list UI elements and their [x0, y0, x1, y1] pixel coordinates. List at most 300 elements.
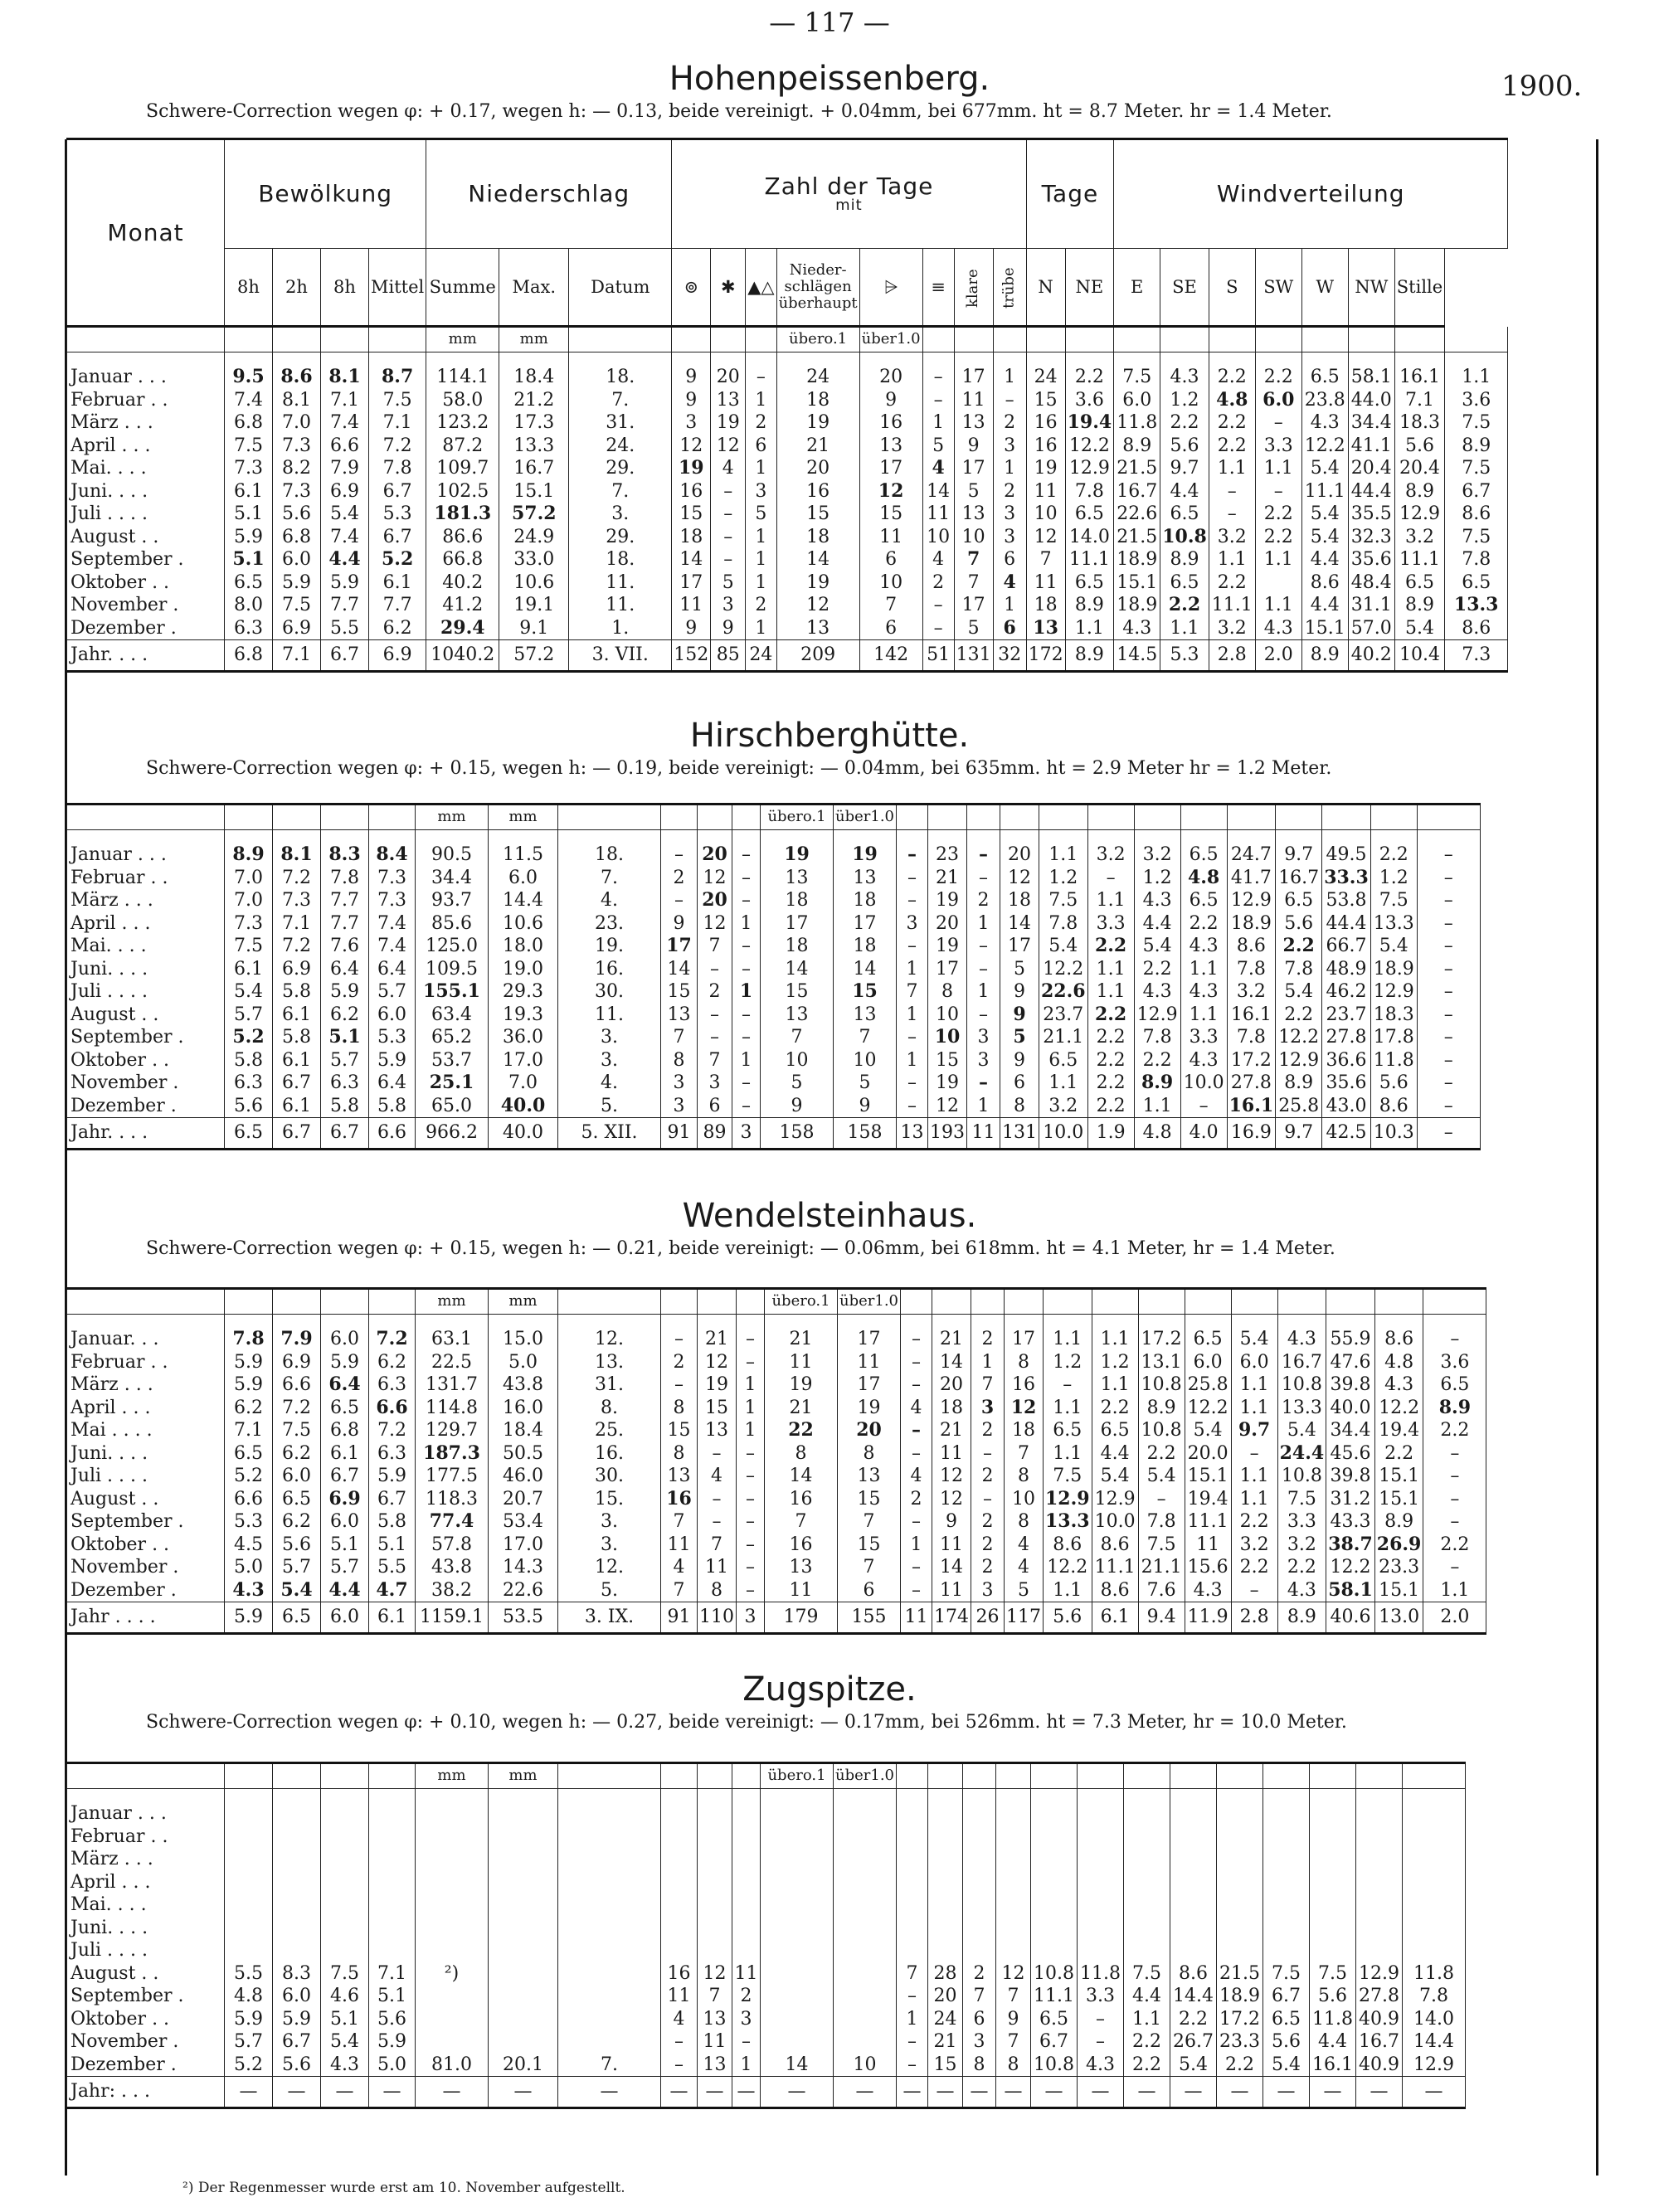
data-cell	[416, 1985, 489, 2008]
data-cell: 2	[967, 889, 1000, 912]
unit-cell	[932, 1289, 971, 1315]
data-cell: 1	[901, 1533, 932, 1556]
data-cell: 18.3	[1394, 411, 1444, 435]
data-cell: 5.1	[321, 1533, 369, 1556]
data-cell: –	[1255, 479, 1301, 503]
data-cell: 4.4	[321, 1578, 369, 1602]
month-label: September .	[67, 1026, 225, 1049]
data-cell: 1.1	[1231, 1373, 1277, 1397]
year-cell: 2.0	[1255, 639, 1301, 671]
data-cell: 20	[928, 1985, 963, 2008]
unit-cell	[369, 1763, 416, 1789]
data-cell: –	[737, 1556, 765, 1579]
data-cell: 8.9	[225, 829, 273, 866]
data-cell: 1	[737, 1419, 765, 1442]
data-cell: 3	[993, 503, 1026, 526]
data-cell	[1170, 1788, 1217, 1825]
data-cell: 7.8	[225, 1314, 273, 1350]
month-label: November .	[67, 1072, 225, 1095]
data-cell: 2.2	[1231, 1556, 1277, 1579]
year-cell: 152	[672, 639, 711, 671]
data-cell: 5.0	[225, 1556, 273, 1579]
data-cell: 12	[698, 1962, 732, 1985]
unit-cell	[67, 1289, 225, 1315]
table-row	[67, 980, 1481, 1004]
data-cell: 1.1	[1255, 457, 1301, 480]
data-cell: 6.0	[1231, 1350, 1277, 1373]
data-cell: 5.2	[225, 1026, 273, 1049]
year-label: Jahr: . . .	[67, 2076, 225, 2107]
data-cell: 13.3	[1370, 912, 1417, 935]
data-cell	[1356, 1788, 1403, 1825]
data-cell: 14	[765, 1465, 838, 1488]
data-cell: 4.3	[225, 1578, 273, 1602]
data-cell: 2	[971, 1419, 1005, 1442]
unit-cell	[1394, 327, 1444, 352]
data-cell: 5.8	[369, 1510, 416, 1534]
data-cell: 15.1	[1114, 571, 1160, 594]
unit-cell	[928, 1763, 963, 1789]
data-cell	[1124, 1939, 1170, 1962]
data-cell: 15.1	[1185, 1465, 1231, 1488]
data-cell: 6.6	[369, 1396, 416, 1419]
group-header-windverteilung: Windverteilung	[1114, 139, 1508, 249]
data-cell	[761, 1788, 834, 1825]
data-cell: 8.3	[273, 1962, 321, 1985]
data-cell: –	[698, 1441, 737, 1465]
unit-cell	[1160, 327, 1209, 352]
data-cell: 2.2	[1209, 434, 1255, 457]
data-cell: 2.2	[1087, 1003, 1134, 1026]
data-cell: 1.1	[1087, 957, 1134, 980]
year-cell: —	[1217, 2076, 1263, 2107]
data-cell: 29.	[569, 525, 672, 548]
month-label: Februar . .	[67, 1825, 225, 1848]
data-cell: –	[711, 548, 746, 571]
data-cell	[1263, 1848, 1310, 1871]
data-cell: 12	[698, 1350, 737, 1373]
unit-mm: mm	[426, 327, 499, 352]
data-cell: 19	[1026, 457, 1065, 480]
data-cell: 7.5	[1124, 1962, 1170, 1985]
data-cell: 1.1	[1231, 1465, 1277, 1488]
year-cell: 6.7	[321, 1117, 369, 1149]
data-cell	[1263, 1825, 1310, 1848]
data-cell: 3.2	[1277, 1533, 1326, 1556]
data-cell: 65.2	[416, 1026, 489, 1049]
data-cell: 10.6	[499, 571, 569, 594]
data-cell: 15.0	[489, 1314, 558, 1350]
unit-ueber-10: über1.0	[838, 1289, 901, 1315]
unit-cell	[1417, 805, 1480, 830]
unit-cell	[901, 1289, 932, 1315]
data-cell: 34.4	[416, 866, 489, 889]
month-label: Mai. . . .	[67, 935, 225, 958]
data-cell: 14	[776, 548, 859, 571]
unit-mm: mm	[416, 1289, 489, 1315]
data-cell: 8.9	[1276, 1072, 1322, 1095]
data-cell: 1.1	[1039, 829, 1088, 866]
data-cell: 7	[963, 1985, 996, 2008]
month-label: Dezember .	[67, 2053, 225, 2076]
data-cell: 3.2	[1134, 829, 1180, 866]
data-cell: 18	[761, 935, 834, 958]
data-cell: 5.	[558, 1578, 661, 1602]
data-cell	[1310, 1848, 1356, 1871]
data-cell: 6.7	[321, 1465, 369, 1488]
data-cell: 5.1	[321, 1026, 369, 1049]
unit-cell	[321, 1763, 369, 1789]
data-cell: 5.8	[273, 1026, 321, 1049]
table-row	[67, 1419, 1486, 1442]
month-label: Mai. . . .	[67, 1894, 225, 1917]
column-header-1: 8h	[225, 249, 273, 327]
mit-label: mit	[835, 197, 863, 215]
data-cell	[1170, 1916, 1217, 1939]
data-cell: 8.9	[1394, 594, 1444, 617]
data-cell: 12.9	[1370, 980, 1417, 1004]
data-cell: 10	[1026, 503, 1065, 526]
data-cell: 3.6	[1065, 388, 1114, 411]
data-cell: 3	[971, 1578, 1005, 1602]
unit-cell	[1263, 1763, 1310, 1789]
month-label: September .	[67, 1510, 225, 1534]
data-cell: –	[661, 2053, 698, 2076]
year-cell: 966.2	[416, 1117, 489, 1149]
year-cell: 3	[737, 1602, 765, 1633]
data-cell	[489, 1985, 558, 2008]
year-total-row	[67, 639, 1508, 671]
table-row	[67, 457, 1508, 480]
data-cell: 5.6	[1160, 434, 1209, 457]
data-cell: 21.5	[1217, 1962, 1263, 1985]
year-cell: —	[558, 2076, 661, 2107]
unit-cell	[1326, 1289, 1375, 1315]
data-cell: 4.5	[225, 1533, 273, 1556]
data-cell: 14	[1000, 912, 1039, 935]
table-row	[67, 571, 1508, 594]
data-cell: –	[1423, 1487, 1486, 1510]
data-cell: 9	[661, 912, 698, 935]
data-cell: 1	[732, 980, 761, 1004]
data-cell	[834, 2030, 897, 2054]
month-label: April . . .	[67, 1870, 225, 1894]
data-cell: 7.3	[273, 889, 321, 912]
data-cell: 7.4	[321, 411, 369, 435]
unit-cell	[1255, 327, 1301, 352]
column-header-4: Mittel	[369, 249, 426, 327]
data-cell: 2	[661, 1350, 698, 1373]
unit-cell	[1370, 805, 1417, 830]
data-cell: 5.8	[225, 1048, 273, 1072]
data-cell: 21	[765, 1396, 838, 1419]
data-cell: 10.8	[1138, 1373, 1185, 1397]
year-cell: 89	[698, 1117, 732, 1149]
month-label: Mai . . . .	[67, 1419, 225, 1442]
data-cell: 35.6	[1322, 1072, 1371, 1095]
data-cell: 16.	[558, 957, 661, 980]
data-cell: 2.2	[1087, 1026, 1134, 1049]
data-cell: 1.2	[1370, 866, 1417, 889]
data-cell: 10	[928, 1003, 967, 1026]
data-cell	[558, 2007, 661, 2030]
data-cell: 7.8	[1065, 479, 1114, 503]
data-cell: 18	[932, 1396, 971, 1419]
data-cell: 5.7	[321, 1556, 369, 1579]
data-cell: 18.0	[489, 935, 558, 958]
data-cell: 6.8	[225, 411, 273, 435]
year-cell: 6.0	[321, 1602, 369, 1633]
data-cell: 18	[776, 388, 859, 411]
data-cell: 1	[897, 1003, 928, 1026]
data-cell: 11.1	[1301, 479, 1348, 503]
data-cell	[369, 1825, 416, 1848]
data-cell: 12	[859, 479, 922, 503]
unit-cell	[1356, 1763, 1403, 1789]
data-cell: –	[698, 1003, 732, 1026]
data-cell: –	[901, 1419, 932, 1442]
data-cell: 4.3	[321, 2053, 369, 2076]
data-cell: 15.6	[1185, 1556, 1231, 1579]
data-cell: 19.0	[489, 957, 558, 980]
data-cell: 23	[928, 829, 967, 866]
data-cell: 7.8	[1403, 1985, 1466, 2008]
data-cell: 44.4	[1322, 912, 1371, 935]
data-cell	[1124, 1848, 1170, 1871]
data-cell: 46.2	[1322, 980, 1371, 1004]
month-label: August . .	[67, 1962, 225, 1985]
page-number: — 117 —	[769, 7, 890, 38]
data-cell: 3	[661, 1072, 698, 1095]
data-cell: 18	[1000, 889, 1039, 912]
data-cell: 5.6	[273, 1533, 321, 1556]
data-cell: 13	[698, 2053, 732, 2076]
data-cell	[558, 1985, 661, 2008]
data-cell	[489, 1916, 558, 1939]
data-cell: 17	[954, 457, 993, 480]
data-cell: 10	[834, 1048, 897, 1072]
data-cell	[996, 1848, 1031, 1871]
data-cell	[416, 2030, 489, 2054]
data-cell: 5.9	[321, 980, 369, 1004]
data-cell: 5.5	[321, 616, 369, 639]
year-cell: 91	[661, 1117, 698, 1149]
data-cell: 31.1	[1348, 594, 1394, 617]
data-cell: 24.7	[1227, 829, 1276, 866]
unit-cell	[1374, 1289, 1423, 1315]
unit-cell	[1322, 805, 1371, 830]
data-cell: 7.5	[1445, 411, 1508, 435]
data-cell: –	[901, 1578, 932, 1602]
data-cell: 6.5	[1180, 889, 1227, 912]
data-cell: –	[1417, 889, 1480, 912]
data-cell: 19	[834, 829, 897, 866]
data-cell: 12.2	[1301, 434, 1348, 457]
table-row	[67, 1094, 1481, 1117]
unit-cell	[273, 327, 321, 352]
data-cell: 18.9	[1114, 594, 1160, 617]
data-cell: –	[897, 2053, 928, 2076]
table-row	[67, 503, 1508, 526]
data-cell	[1031, 1870, 1078, 1894]
data-cell: 5	[954, 479, 993, 503]
data-cell	[1217, 1870, 1263, 1894]
data-cell	[1356, 1939, 1403, 1962]
data-cell: 2	[971, 1510, 1005, 1534]
data-cell: 38.7	[1326, 1533, 1375, 1556]
data-cell: 4.3	[1277, 1314, 1326, 1350]
table-row	[67, 1072, 1481, 1095]
data-cell: 5.1	[369, 1985, 416, 2008]
data-cell: 12	[698, 912, 732, 935]
data-cell: 4.4	[1134, 912, 1180, 935]
data-cell: 5.7	[273, 1556, 321, 1579]
year-cell: 6.7	[321, 639, 369, 671]
data-cell: 6.5	[1301, 352, 1348, 388]
data-cell: 5.4	[321, 2030, 369, 2054]
data-cell	[225, 1894, 273, 1917]
data-cell: 11	[661, 1533, 698, 1556]
data-cell: 11	[859, 525, 922, 548]
data-cell: 6.5	[1423, 1373, 1486, 1397]
data-cell: 40.9	[1356, 2053, 1403, 2076]
data-cell	[558, 1894, 661, 1917]
data-cell	[489, 1825, 558, 1848]
data-cell: 1.2	[1134, 866, 1180, 889]
data-cell: 20	[859, 352, 922, 388]
year-cell: 8.9	[1277, 1602, 1326, 1633]
data-cell: 12.2	[1044, 1556, 1092, 1579]
data-cell: 3.2	[1209, 616, 1255, 639]
data-cell: –	[732, 935, 761, 958]
data-cell	[1217, 1788, 1263, 1825]
year-cell: 5.6	[1044, 1602, 1092, 1633]
data-cell: –	[901, 1350, 932, 1373]
year-cell: 11	[901, 1602, 932, 1633]
data-cell: 2.2	[1087, 935, 1134, 958]
data-cell: 2.2	[1255, 503, 1301, 526]
data-cell	[897, 1894, 928, 1917]
data-cell: 8	[1000, 1094, 1039, 1117]
data-cell: 6.6	[225, 1487, 273, 1510]
data-cell: 15.1	[499, 479, 569, 503]
data-cell: 11	[698, 2030, 732, 2054]
data-cell	[928, 1894, 963, 1917]
data-cell	[996, 1788, 1031, 1825]
table-row	[67, 411, 1508, 435]
data-cell	[225, 1788, 273, 1825]
data-cell: 7	[761, 1026, 834, 1049]
unit-cell	[1031, 1763, 1078, 1789]
data-cell: 11	[765, 1350, 838, 1373]
data-cell: 3	[661, 1094, 698, 1117]
data-cell: 8.9	[1374, 1510, 1423, 1534]
data-cell: 5.9	[225, 1373, 273, 1397]
data-cell: 4.6	[321, 1985, 369, 2008]
table-row	[67, 1314, 1486, 1350]
data-cell: 7.5	[1263, 1962, 1310, 1985]
data-cell	[1403, 1825, 1466, 1848]
data-cell	[558, 1870, 661, 1894]
data-cell	[698, 1848, 732, 1871]
data-cell: –	[1423, 1556, 1486, 1579]
data-cell: 3.2	[1231, 1533, 1277, 1556]
data-cell	[489, 2007, 558, 2030]
unit-mm: mm	[489, 805, 558, 830]
data-cell: 4	[901, 1465, 932, 1488]
data-cell: 18.9	[1370, 957, 1417, 980]
data-cell: 17	[838, 1373, 901, 1397]
data-cell: 7.8	[1445, 548, 1508, 571]
data-cell: 14	[922, 479, 954, 503]
data-cell	[369, 1870, 416, 1894]
data-cell	[996, 1870, 1031, 1894]
unit-cell	[1039, 805, 1088, 830]
data-cell: –	[1209, 503, 1255, 526]
data-cell: 15.1	[1301, 616, 1348, 639]
year-cell: 32	[993, 639, 1026, 671]
data-cell: 1.1	[1231, 1396, 1277, 1419]
data-cell: 6.5	[1263, 2007, 1310, 2030]
gravity-correction: Schwere-Correction wegen φ: + 0.15, wegen h: — 0.21, beide vereinigt: — 0.06mm, bei 618mm. ht = 4.1 Meter, hr = 1.4 Meter.	[146, 1238, 1335, 1259]
gravity-correction: Schwere-Correction wegen φ: + 0.17, wegen h: — 0.13, beide vereinigt. + 0.04mm, bei 677mm. ht = 8.7 Meter. hr = 1.4 Meter.	[146, 101, 1332, 122]
data-cell: 41.1	[1348, 434, 1394, 457]
month-label: Juli . . . .	[67, 1939, 225, 1962]
data-cell: 6.5	[1185, 1314, 1231, 1350]
data-cell: 1	[971, 1350, 1005, 1373]
station-table	[66, 1287, 1486, 1635]
table-row	[67, 594, 1508, 617]
data-cell	[225, 1916, 273, 1939]
data-cell: –	[1087, 866, 1134, 889]
data-cell: 12.9	[1394, 503, 1444, 526]
data-cell: 13.3	[499, 434, 569, 457]
data-cell: 6.2	[369, 616, 426, 639]
data-cell	[834, 1825, 897, 1848]
unit-ueber-01: übero.1	[761, 805, 834, 830]
data-cell: 4.3	[1160, 352, 1209, 388]
data-cell: 5.4	[1263, 2053, 1310, 2076]
data-cell: 25.	[558, 1419, 661, 1442]
data-cell: 4.8	[1209, 388, 1255, 411]
data-cell: –	[1417, 1094, 1480, 1117]
data-cell	[416, 1939, 489, 1962]
data-cell	[1124, 1916, 1170, 1939]
data-cell: 18.	[569, 548, 672, 571]
data-cell: 4.8	[1180, 866, 1227, 889]
data-cell: 1.1	[1039, 1072, 1088, 1095]
data-cell: –	[737, 1441, 765, 1465]
data-cell: 12.9	[1403, 2053, 1466, 2076]
data-cell: 15.1	[1374, 1465, 1423, 1488]
data-cell: 6.5	[1065, 503, 1114, 526]
data-cell: 7.8	[1134, 1026, 1180, 1049]
data-cell: 7.3	[225, 457, 273, 480]
data-cell	[1310, 1825, 1356, 1848]
data-cell: 7.0	[273, 411, 321, 435]
data-cell: 14.4	[1170, 1985, 1217, 2008]
data-cell: 7	[996, 2030, 1031, 2054]
data-cell: 7	[698, 1048, 732, 1072]
data-cell: 2	[901, 1487, 932, 1510]
data-cell: 109.5	[416, 957, 489, 980]
data-cell: 43.8	[489, 1373, 558, 1397]
year-cell: —	[489, 2076, 558, 2107]
year-cell: 53.5	[489, 1602, 558, 1633]
column-header-24: Stille	[1394, 249, 1444, 327]
data-cell: 5.4	[273, 1578, 321, 1602]
month-label: Februar . .	[67, 1350, 225, 1373]
